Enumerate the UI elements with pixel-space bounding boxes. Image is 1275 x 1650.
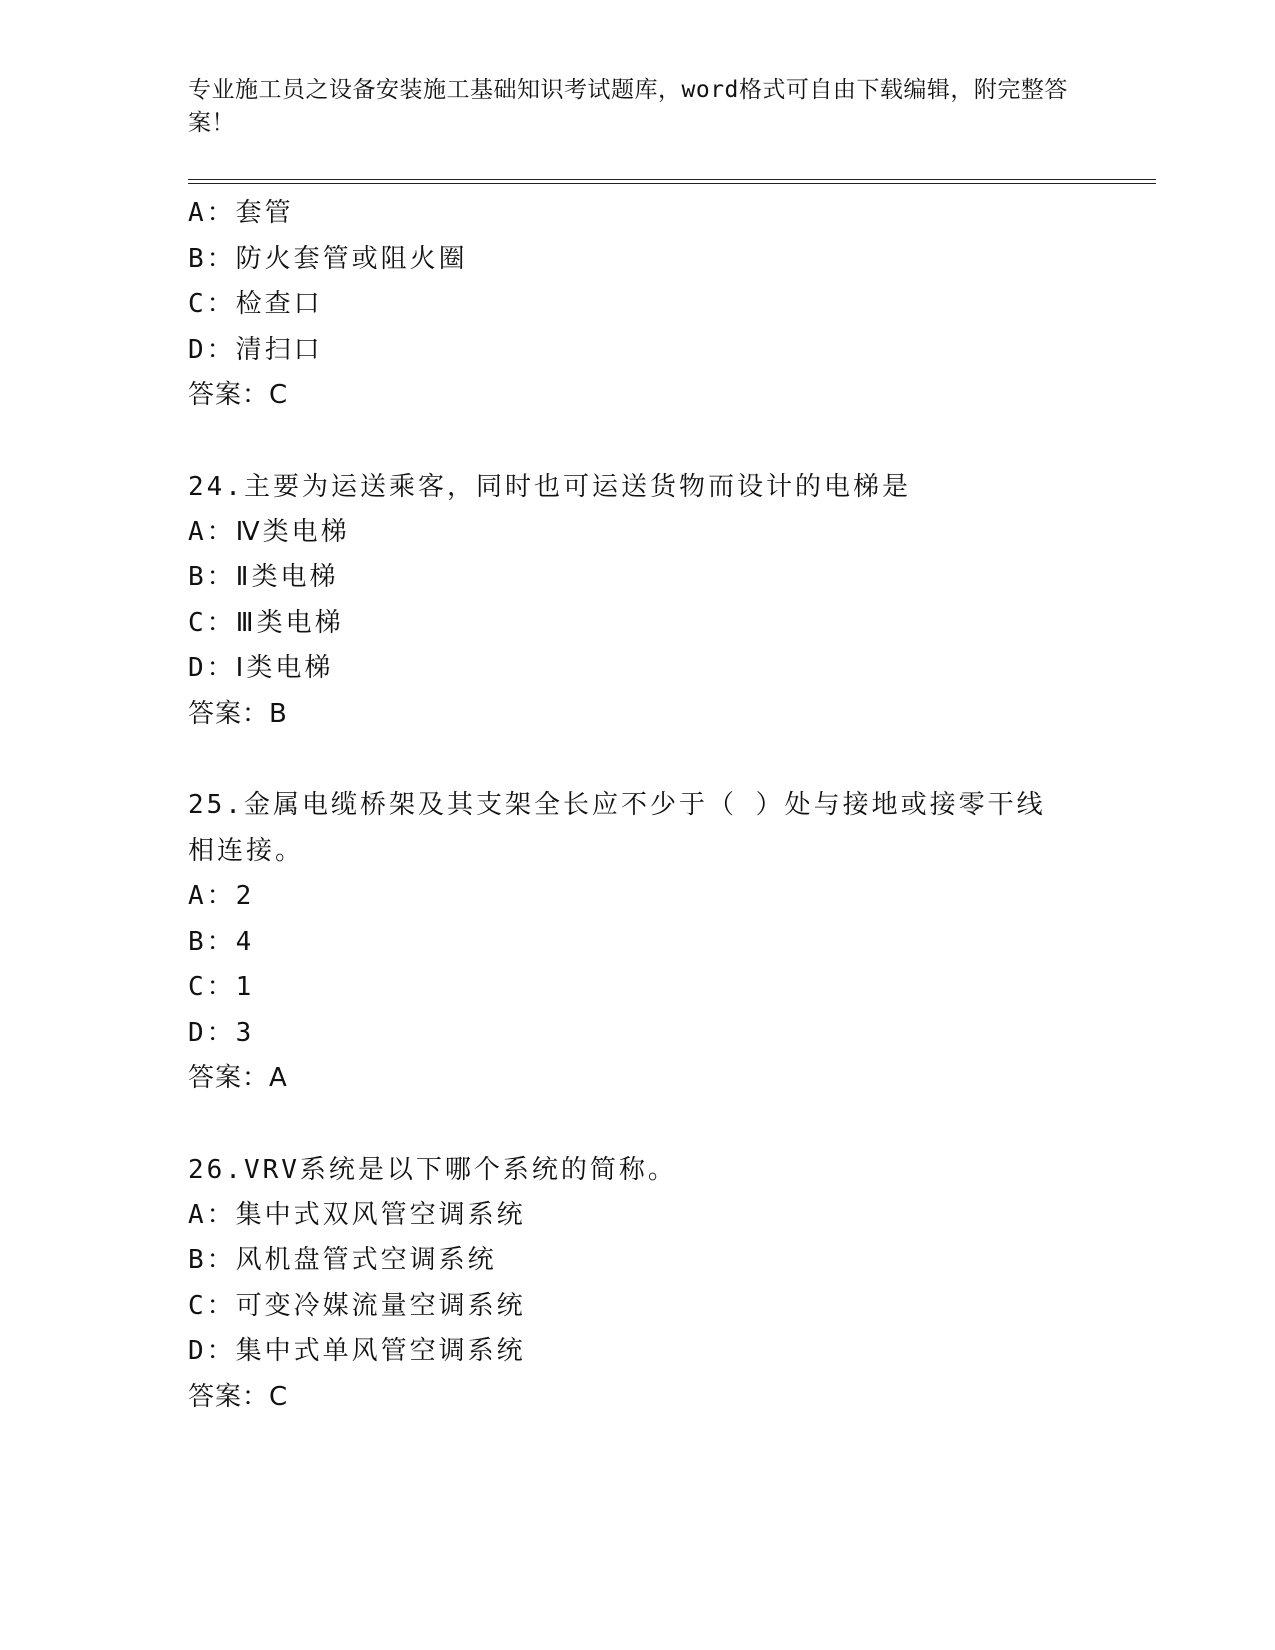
question-stem: 26.VRV系统是以下哪个系统的简称。 (188, 1154, 677, 1185)
option-d: D：3 (188, 1017, 255, 1048)
answer-line: 答案：A (188, 1063, 288, 1093)
question-gap (188, 737, 1068, 782)
option-c: C：可变冷媒流量空调系统 (188, 1290, 526, 1321)
page-header (188, 74, 1068, 140)
option-b: B：防火套管或阻火圈 (188, 243, 468, 274)
question-content (188, 191, 1068, 1420)
option-c: C：1 (188, 972, 255, 1002)
option-c: C：Ⅲ类电梯 (188, 607, 344, 638)
question-stem: 24.主要为运送乘客，同时也可运送货物而设计的电梯是 (188, 471, 911, 502)
question-25 (188, 782, 1068, 1102)
answer-line: 答案：C (188, 380, 289, 410)
question-24 (188, 464, 1068, 738)
question-26 (188, 1147, 1068, 1421)
option-c: C：检查口 (188, 289, 323, 319)
option-d: D：Ⅰ类电梯 (188, 653, 334, 683)
option-b: B：Ⅱ类电梯 (188, 562, 339, 592)
question-stem: 25.金属电缆桥架及其支架全长应不少于（ ）处与接地或接零干线相连接。 (188, 790, 1046, 866)
option-a: A：Ⅳ类电梯 (188, 516, 350, 547)
question-gap (188, 1102, 1068, 1147)
answer-line: 答案：C (188, 1381, 289, 1412)
option-b: B：4 (188, 926, 255, 957)
option-a: A：集中式双风管空调系统 (188, 1199, 526, 1230)
option-b: B：风机盘管式空调系统 (188, 1245, 497, 1275)
question-gap (188, 419, 1068, 464)
option-d: D：清扫口 (188, 334, 323, 365)
document-title: 专业施工员之设备安装施工基础知识考试题库，word格式可自由下载编辑，附完整答案！ (188, 77, 1068, 136)
option-a: A：2 (188, 881, 255, 911)
option-a: A：套管 (188, 198, 294, 228)
option-d: D：集中式单风管空调系统 (188, 1336, 526, 1366)
header-divider (188, 179, 1156, 184)
answer-line: 答案：B (188, 698, 288, 729)
question-23-continued (188, 191, 1068, 419)
